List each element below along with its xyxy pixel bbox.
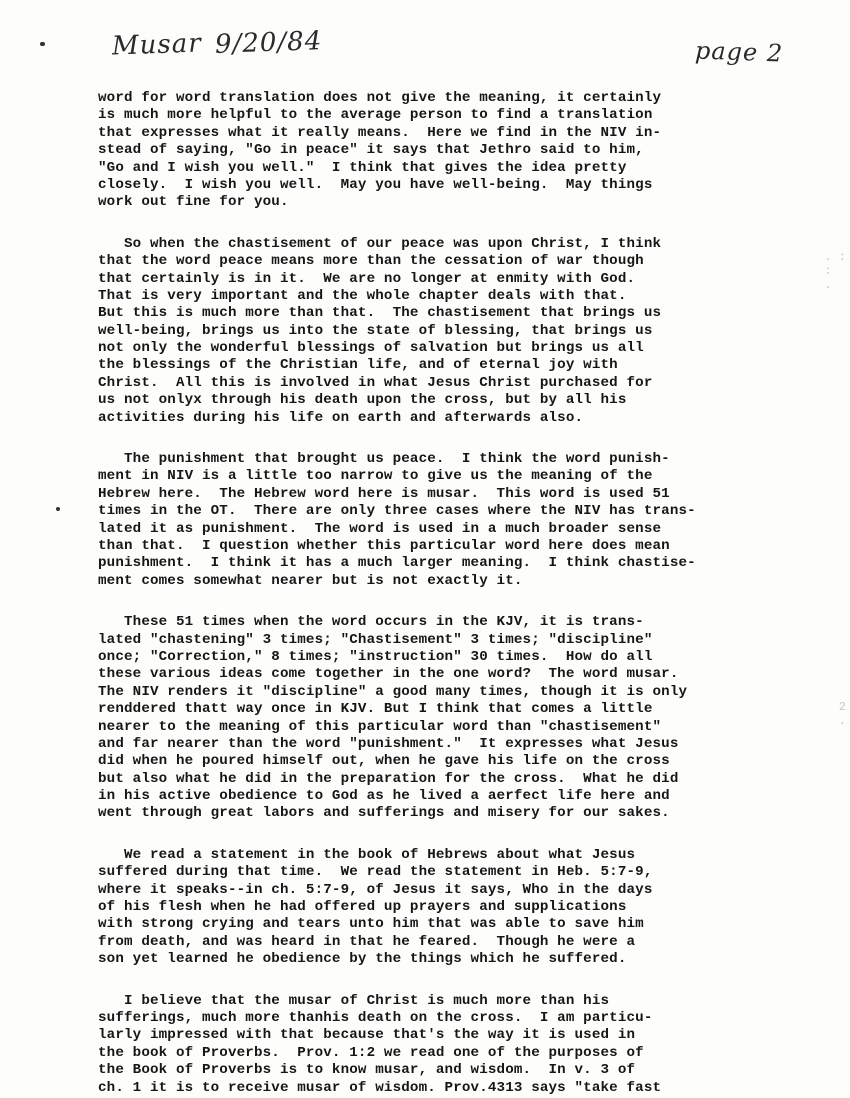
paragraph-2	[98, 236, 788, 427]
text-line: that certainly is in it. We are no longer at enmity with God.	[98, 270, 636, 287]
bleed-through-marks: 2 .	[838, 700, 846, 728]
paragraph-3	[98, 451, 788, 590]
text-line: ch. 1 it is to receive musar of wisdom. Prov.4313 says "take fast	[98, 1079, 662, 1096]
text-line: punishment. I think it has a much larger meaning. I think chastise-	[98, 555, 696, 572]
text-line: that expresses what it really means. Here we find in the NIV in-	[98, 124, 662, 141]
ink-speck	[56, 507, 60, 511]
text-line: But this is much more than that. The chastisement that brings us	[98, 305, 662, 322]
text-line: than that. I question whether this particular word here does mean	[98, 537, 670, 554]
text-line: stead of saying, "Go in peace" it says that Jethro said to him,	[98, 142, 644, 159]
text-line: where it speaks--in ch. 5:7-9, of Jesus it says, Who in the days	[98, 881, 653, 898]
text-line: did when he poured himself out, when he gave his life on the cross	[98, 753, 670, 770]
text-line: The NIV renders it "discipline" a good many times, though it is only	[98, 683, 688, 700]
text-line: That is very important and the whole chapter deals with that.	[98, 287, 627, 304]
text-line: The punishment that brought us peace. I think the word punish-	[98, 451, 670, 468]
text-line: word for word translation does not give the meaning, it certainly	[98, 90, 662, 106]
text-line: the blessings of the Christian life, and of eternal joy with	[98, 357, 618, 374]
text-line: "Go and I wish you well." I think that gives the idea pretty	[98, 159, 627, 176]
handwritten-title: Musar	[111, 28, 203, 62]
text-line: Hebrew here. The Hebrew word here is musar. This word is used 51	[98, 485, 670, 502]
text-line: activities during his life on earth and afterwards also.	[98, 409, 584, 426]
text-line: went through great labors and sufferings and misery for our sakes.	[98, 805, 670, 822]
text-line: So when the chastisement of our peace was upon Christ, I think	[98, 235, 662, 252]
text-line: son yet learned he obedience by the things which he suffered.	[98, 951, 627, 968]
text-line: well-being, brings us into the state of blessing, that brings us	[98, 322, 653, 339]
text-line: We read a statement in the book of Hebrews about what Jesus	[98, 846, 636, 863]
paragraph-4	[98, 614, 788, 823]
text-line: nearer to the meaning of this particular word than "chastisement"	[98, 718, 662, 735]
text-line: that the word peace means more than the cessation of war though	[98, 253, 644, 270]
text-line: closely. I wish you well. May you have well-being. May things	[98, 176, 653, 193]
text-line: and far nearer than the word "punishment." It expresses what Jesus	[98, 735, 679, 752]
text-line: lated it as punishment. The word is used in a much broader sense	[98, 520, 662, 537]
text-line: lated "chastening" 3 times; "Chastisement" 3 times; "discipline"	[98, 631, 653, 648]
bleed-through-marks: . : : .	[824, 250, 846, 292]
text-line: sufferings, much more thanhis death on the cross. I am particu-	[98, 1009, 653, 1026]
text-line: times in the OT. There are only three cases where the NIV has trans-	[98, 503, 696, 520]
text-line: but also what he did in the preparation for the cross. What he did	[98, 770, 679, 787]
paragraph-5	[98, 847, 788, 969]
text-line: I believe that the musar of Christ is much more than his	[98, 992, 610, 1009]
paragraph-1	[98, 90, 788, 212]
text-line: These 51 times when the word occurs in the KJV, it is trans-	[98, 614, 644, 631]
text-line: once; "Correction," 8 times; "instruction" 30 times. How do all	[98, 648, 653, 665]
handwritten-page-number: page 2	[694, 36, 784, 68]
text-line: suffered during that time. We read the statement in Heb. 5:7-9,	[98, 864, 653, 881]
text-line: of his flesh when he had offered up prayers and supplications	[98, 899, 627, 916]
text-line: not only the wonderful blessings of salvation but brings us all	[98, 340, 644, 357]
text-line: the Book of Proverbs is to know musar, and wisdom. In v. 3 of	[98, 1062, 636, 1079]
text-line: with strong crying and tears unto him that was able to save him	[98, 916, 644, 933]
text-line: in his active obedience to God as he lived a aerfect life here and	[98, 788, 670, 805]
body-text	[98, 90, 788, 1098]
text-line: the book of Proverbs. Prov. 1:2 we read one of the purposes of	[98, 1044, 644, 1061]
text-line: these various ideas come together in the one word? The word musar.	[98, 666, 679, 683]
text-line: is much more helpful to the average person to find a translation	[98, 107, 653, 124]
text-line: ment comes somewhat nearer but is not exactly it.	[98, 572, 523, 589]
text-line: larly impressed with that because that's the way it is used in	[98, 1027, 636, 1044]
text-line: Christ. All this is involved in what Jesus Christ purchased for	[98, 374, 653, 391]
text-line: us not onlyx through his death upon the cross, but by all his	[98, 392, 627, 409]
text-line: from death, and was heard in that he feared. Though he were a	[98, 933, 636, 950]
ink-speck	[40, 42, 45, 46]
text-line: renddered thatt way once in KJV. But I think that comes a little	[98, 701, 653, 718]
text-line: work out fine for you.	[98, 194, 289, 211]
paragraph-6	[98, 993, 788, 1097]
handwritten-date: 9/20/84	[214, 26, 323, 60]
text-line: ment in NIV is a little too narrow to give us the meaning of the	[98, 468, 653, 485]
